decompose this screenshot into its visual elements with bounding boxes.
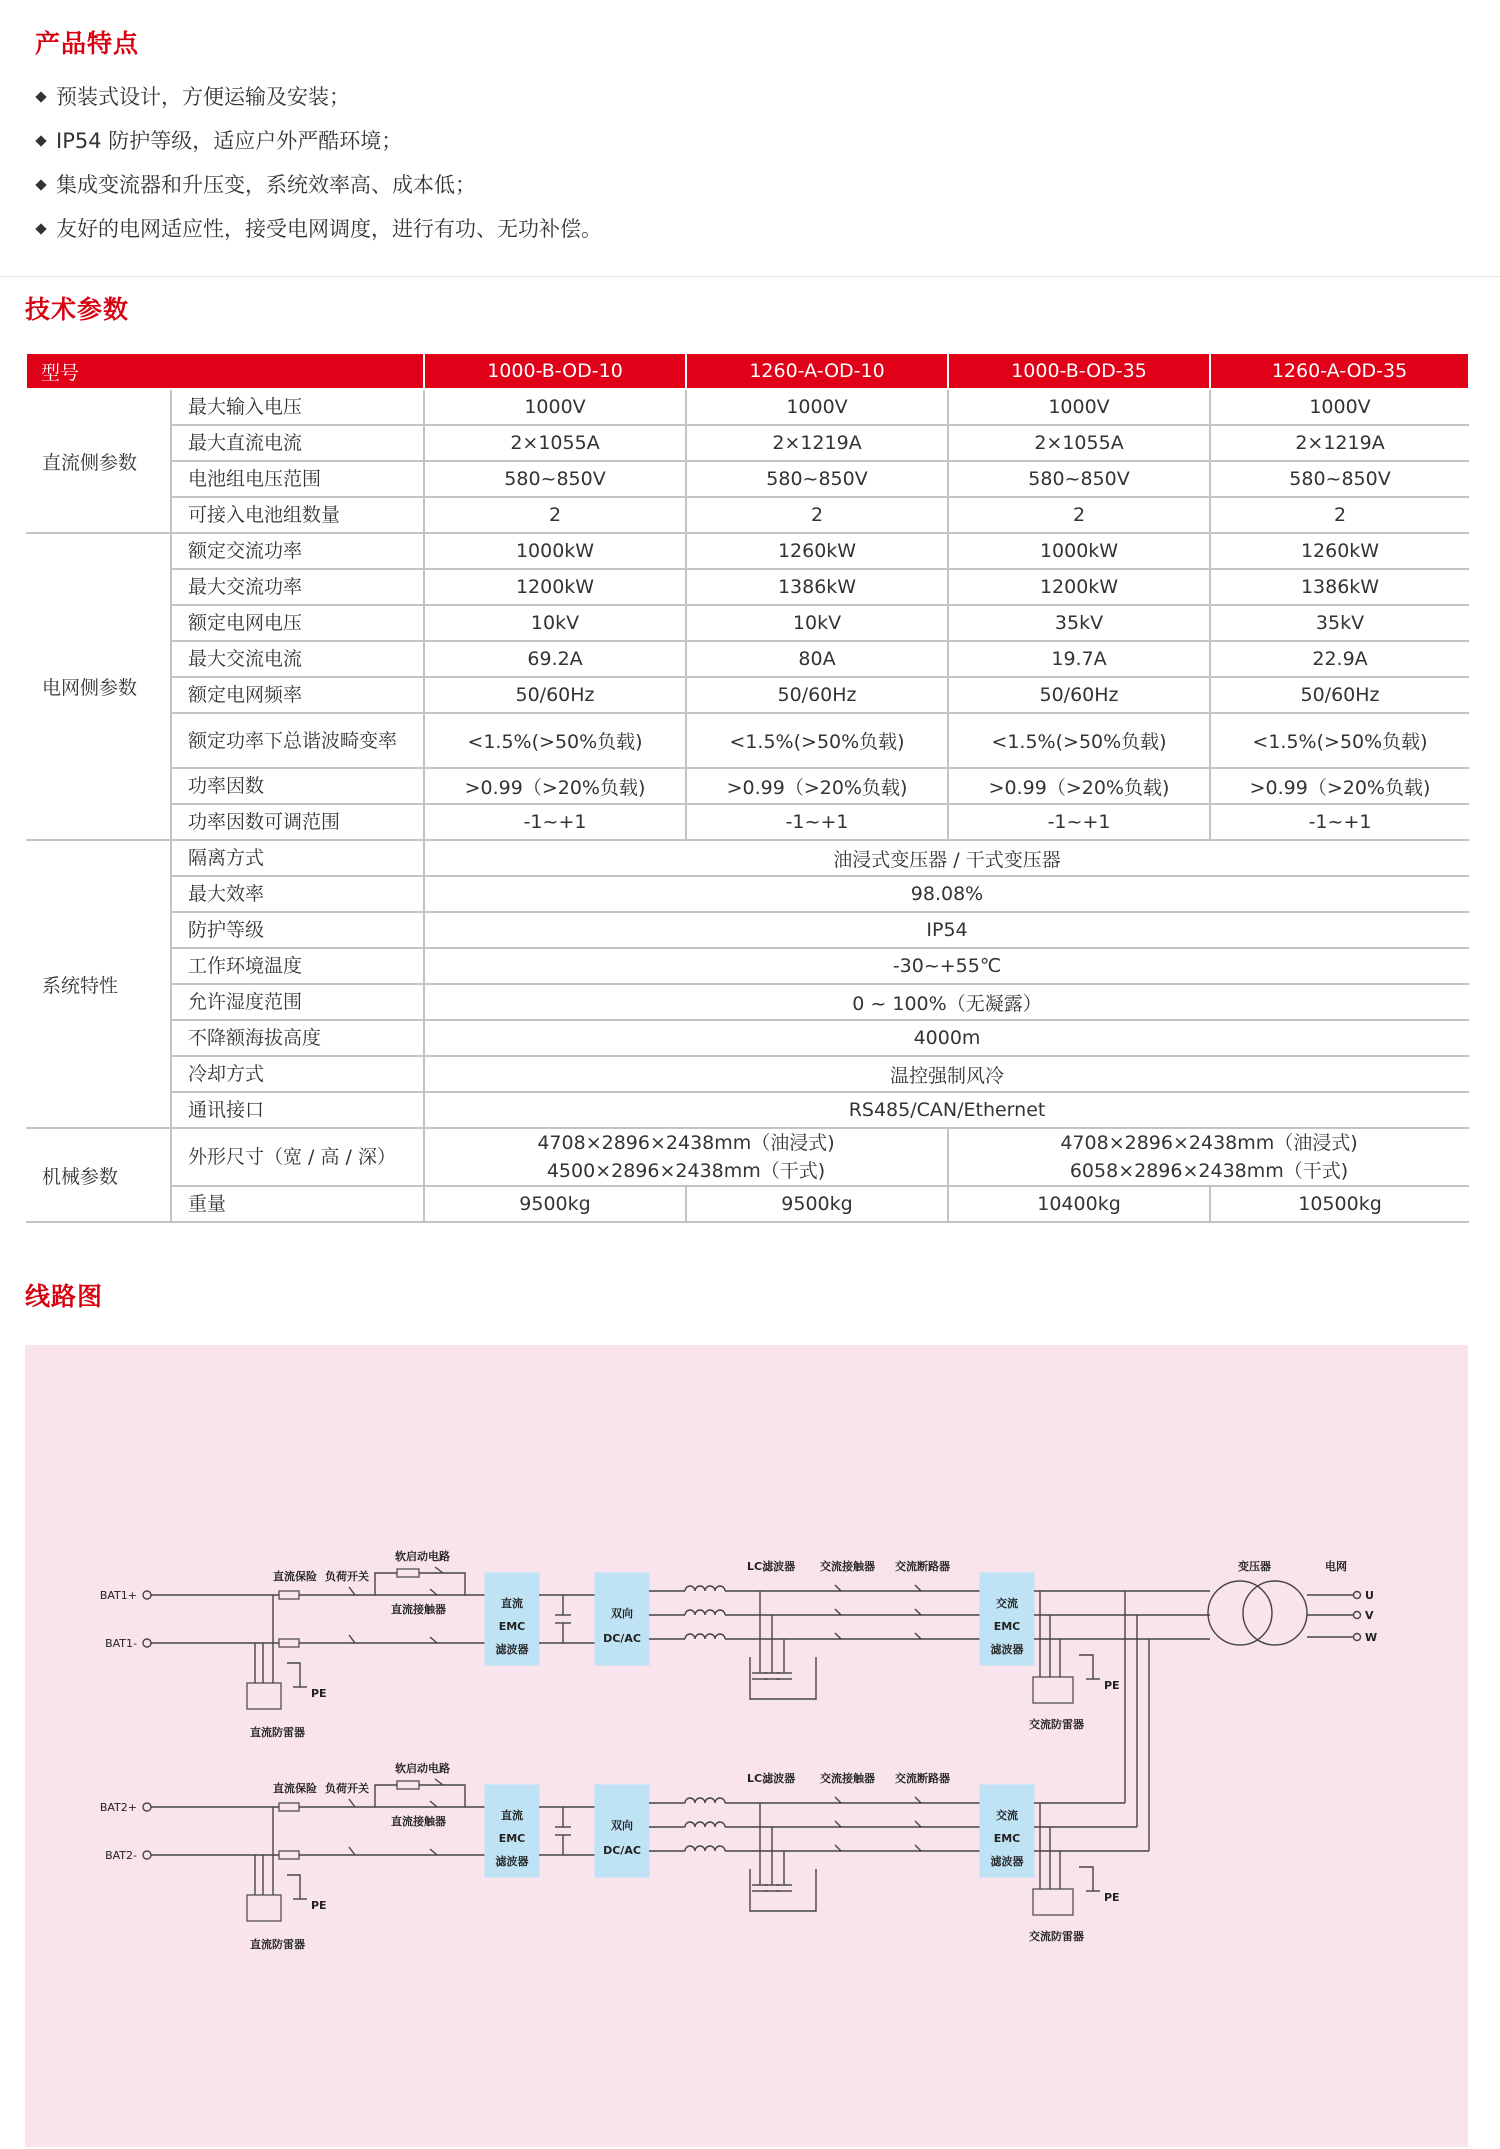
- ac-contactor-icon: [835, 1585, 841, 1591]
- pe-label: PE: [1104, 1891, 1120, 1904]
- table-row: [26, 497, 1469, 533]
- ac-emc-label: 交流: [996, 1597, 1018, 1610]
- feature-item: IP54 防护等级，适应户外严酷环境；: [37, 119, 602, 163]
- param-value: 580~850V: [686, 461, 948, 497]
- table-row: [26, 533, 1469, 569]
- contactor-icon: [430, 1849, 437, 1855]
- load-switch-icon: [349, 1799, 355, 1807]
- battery-positive-label: BAT2+: [99, 1801, 137, 1814]
- param-value: 50/60Hz: [948, 677, 1210, 713]
- table-row: [26, 912, 1469, 948]
- param-value: 0 ~ 100%（无凝露）: [424, 984, 1469, 1020]
- resistor-icon: [397, 1781, 419, 1789]
- param-value: 35kV: [1210, 605, 1469, 641]
- ac-spd-label: 交流防雷器: [1029, 1718, 1084, 1731]
- param-value: -1~+1: [948, 804, 1210, 840]
- param-value: <1.5%(>50%负载): [686, 713, 948, 768]
- feature-item: 预装式设计，方便运输及安装；: [37, 75, 602, 119]
- circuit-diagram: [25, 1345, 1468, 2147]
- param-name: 额定交流功率: [171, 533, 424, 569]
- param-value: 1200kW: [424, 569, 686, 605]
- param-value: 10500kg: [1210, 1186, 1469, 1222]
- phase-v-label: V: [1365, 1609, 1374, 1622]
- size-line: 4500×2896×2438mm（干式): [546, 1160, 826, 1182]
- param-name: 最大直流电流: [171, 425, 424, 461]
- soft-start-label: 软启动电路: [395, 1762, 450, 1775]
- load-switch-icon: [349, 1635, 355, 1643]
- ac-surge-protector-icon: [1033, 1677, 1073, 1703]
- dc-emc-label: 直流: [501, 1597, 523, 1610]
- transformer-label: 变压器: [1238, 1560, 1271, 1573]
- dc-surge-protector-icon: [247, 1895, 281, 1921]
- diamond-bullet-icon: [35, 91, 46, 102]
- model-header: 型号: [26, 353, 424, 389]
- param-value: 温控强制风冷: [424, 1056, 1469, 1092]
- table-row: [26, 677, 1469, 713]
- fuse-icon: [279, 1803, 299, 1811]
- table-row: [26, 948, 1469, 984]
- param-value: 1000kW: [424, 533, 686, 569]
- size-line: 4708×2896×2438mm（油浸式): [1060, 1132, 1358, 1154]
- param-value: 80A: [686, 641, 948, 677]
- param-value: >0.99（>20%负载): [948, 768, 1210, 804]
- features-section: [0, 0, 1500, 277]
- param-value: 2: [948, 497, 1210, 533]
- param-name: 可接入电池组数量: [171, 497, 424, 533]
- param-value: -1~+1: [1210, 804, 1469, 840]
- param-value: 50/60Hz: [686, 677, 948, 713]
- soft-start-wire: [375, 1785, 465, 1807]
- param-value: -30~+55℃: [424, 948, 1469, 984]
- param-value: 1000V: [1210, 389, 1469, 425]
- param-name: 允许湿度范围: [171, 984, 424, 1020]
- load-switch-icon: [349, 1847, 355, 1855]
- lc-inductor-icon: [685, 1822, 725, 1827]
- param-name: 功率因数可调范围: [171, 804, 424, 840]
- param-value: 2×1055A: [424, 425, 686, 461]
- param-value: 580~850V: [948, 461, 1210, 497]
- diamond-bullet-icon: [35, 135, 46, 146]
- ac-breaker-icon: [915, 1845, 921, 1851]
- fuse-icon: [279, 1591, 299, 1599]
- dc-spd-label: 直流防雷器: [250, 1726, 305, 1739]
- param-name: 外形尺寸（宽 / 高 / 深）: [171, 1128, 424, 1186]
- battery-positive-label: BAT1+: [99, 1589, 137, 1602]
- pe-wire: [1079, 1655, 1093, 1679]
- param-value: [424, 1128, 948, 1186]
- param-name: 最大效率: [171, 876, 424, 912]
- param-name: 额定电网电压: [171, 605, 424, 641]
- param-name: 电池组电压范围: [171, 461, 424, 497]
- category-dc: 直流侧参数: [26, 389, 171, 533]
- param-value: 22.9A: [1210, 641, 1469, 677]
- lc-inductor-icon: [685, 1586, 725, 1591]
- ac-contactor-label: 交流接触器: [820, 1560, 875, 1573]
- ac-contactor-icon: [835, 1845, 841, 1851]
- phase-w-label: W: [1365, 1631, 1378, 1644]
- dc-emc-label: EMC: [498, 1832, 526, 1845]
- param-name: 不降额海拔高度: [171, 1020, 424, 1056]
- load-switch-icon: [349, 1587, 355, 1595]
- pe-wire: [287, 1663, 300, 1687]
- size-line: 4708×2896×2438mm（油浸式): [537, 1132, 835, 1154]
- param-value: 9500kg: [686, 1186, 948, 1222]
- param-value: 580~850V: [424, 461, 686, 497]
- table-row: [26, 1020, 1469, 1056]
- ac-emc-label: EMC: [993, 1620, 1021, 1633]
- battery-terminal-icon: [143, 1639, 151, 1647]
- ac-breaker-icon: [915, 1609, 921, 1615]
- param-value: <1.5%(>50%负载): [948, 713, 1210, 768]
- table-row: [26, 389, 1469, 425]
- pe-label: PE: [311, 1687, 327, 1700]
- params-table: [25, 352, 1470, 1223]
- ac-breaker-icon: [915, 1821, 921, 1827]
- fuse-icon: [279, 1639, 299, 1647]
- param-value: 1200kW: [948, 569, 1210, 605]
- dc-emc-label: 直流: [501, 1809, 523, 1822]
- ac-contactor-icon: [835, 1633, 841, 1639]
- param-name: 最大输入电压: [171, 389, 424, 425]
- category-mech: 机械参数: [26, 1128, 171, 1222]
- ac-breaker-icon: [915, 1797, 921, 1803]
- param-value: 98.08%: [424, 876, 1469, 912]
- pe-wire: [1079, 1867, 1093, 1891]
- circuit-diagram-svg: [25, 1345, 1468, 2147]
- grid-terminal-icon: [1354, 1592, 1361, 1599]
- inverter-label: 双向: [611, 1819, 633, 1832]
- battery-negative-label: BAT2-: [105, 1849, 137, 1862]
- param-value: >0.99（>20%负载): [1210, 768, 1469, 804]
- ac-emc-label: EMC: [993, 1832, 1021, 1845]
- param-value: 2×1219A: [1210, 425, 1469, 461]
- param-name: 功率因数: [171, 768, 424, 804]
- param-value: 10400kg: [948, 1186, 1210, 1222]
- param-value: 油浸式变压器 / 干式变压器: [424, 840, 1469, 876]
- dc-contactor-label: 直流接触器: [391, 1603, 446, 1616]
- param-value: 1260kW: [686, 533, 948, 569]
- param-value: 1386kW: [1210, 569, 1469, 605]
- ac-emc-label: 交流: [996, 1809, 1018, 1822]
- param-name: 隔离方式: [171, 840, 424, 876]
- table-row: [26, 1186, 1469, 1222]
- param-value: 2×1055A: [948, 425, 1210, 461]
- contactor-icon: [430, 1589, 437, 1595]
- dc-emc-label: EMC: [498, 1620, 526, 1633]
- grid-terminal-icon: [1354, 1612, 1361, 1619]
- param-value: 4000m: [424, 1020, 1469, 1056]
- param-value: -1~+1: [686, 804, 948, 840]
- param-value: 580~850V: [1210, 461, 1469, 497]
- param-name: 最大交流功率: [171, 569, 424, 605]
- param-value: 10kV: [686, 605, 948, 641]
- battery-terminal-icon: [143, 1591, 151, 1599]
- param-value: 1260kW: [1210, 533, 1469, 569]
- param-value: 2: [686, 497, 948, 533]
- param-value: <1.5%(>50%负载): [424, 713, 686, 768]
- load-switch-label: 负荷开关: [325, 1782, 369, 1795]
- table-row: [26, 840, 1469, 876]
- phase-u-label: U: [1365, 1589, 1374, 1602]
- table-row: [26, 1092, 1469, 1128]
- ac-emc-label: 滤波器: [990, 1643, 1024, 1656]
- lc-inductor-icon: [685, 1610, 725, 1615]
- soft-start-wire: [375, 1573, 465, 1595]
- lc-filter-label: LC滤波器: [747, 1560, 796, 1573]
- param-name: 冷却方式: [171, 1056, 424, 1092]
- table-row: [26, 461, 1469, 497]
- table-row: [26, 804, 1469, 840]
- diamond-bullet-icon: [35, 223, 46, 234]
- param-name: 重量: [171, 1186, 424, 1222]
- category-system: 系统特性: [26, 840, 171, 1128]
- ac-emc-label: 滤波器: [990, 1855, 1024, 1868]
- param-value: 2×1219A: [686, 425, 948, 461]
- table-header-row: [26, 353, 1469, 389]
- table-row: [26, 641, 1469, 677]
- transformer-icon: [1243, 1581, 1307, 1645]
- lc-inductor-icon: [685, 1846, 725, 1851]
- param-value: 2: [1210, 497, 1469, 533]
- feature-item: 集成变流器和升压变，系统效率高、成本低；: [37, 163, 602, 207]
- param-value: <1.5%(>50%负载): [1210, 713, 1469, 768]
- contactor-icon: [430, 1801, 437, 1807]
- contactor-icon: [430, 1637, 437, 1643]
- model-column-header: 1260-A-OD-35: [1210, 353, 1469, 389]
- param-value: 1000kW: [948, 533, 1210, 569]
- table-row: [26, 1056, 1469, 1092]
- table-row: [26, 425, 1469, 461]
- param-value: 19.7A: [948, 641, 1210, 677]
- ac-contactor-icon: [835, 1797, 841, 1803]
- dc-fuse-label: 直流保险: [273, 1782, 317, 1795]
- pe-wire: [287, 1875, 300, 1899]
- param-value: 1000V: [948, 389, 1210, 425]
- param-value: 69.2A: [424, 641, 686, 677]
- ac-breaker-label: 交流断路器: [895, 1560, 950, 1573]
- model-column-header: 1260-A-OD-10: [686, 353, 948, 389]
- battery-terminal-icon: [143, 1851, 151, 1859]
- ac-breaker-icon: [915, 1633, 921, 1639]
- param-value: 1386kW: [686, 569, 948, 605]
- category-grid: 电网侧参数: [26, 533, 171, 840]
- dc-fuse-label: 直流保险: [273, 1570, 317, 1583]
- ac-contactor-icon: [835, 1609, 841, 1615]
- size-line: 6058×2896×2438mm（干式): [1069, 1160, 1349, 1182]
- param-value: 50/60Hz: [1210, 677, 1469, 713]
- param-name: 防护等级: [171, 912, 424, 948]
- param-name: 额定功率下总谐波畸变率: [171, 713, 424, 768]
- grid-terminal-icon: [1354, 1634, 1361, 1641]
- ac-surge-protector-icon: [1033, 1889, 1073, 1915]
- switch-icon: [435, 1779, 443, 1785]
- pe-label: PE: [1104, 1679, 1120, 1692]
- param-value: 50/60Hz: [424, 677, 686, 713]
- feature-item: 友好的电网适应性，接受电网调度，进行有功、无功补偿。: [37, 207, 602, 251]
- param-value: 10kV: [424, 605, 686, 641]
- table-row: [26, 768, 1469, 804]
- load-switch-label: 负荷开关: [325, 1570, 369, 1583]
- transformer-icon: [1208, 1581, 1272, 1645]
- table-row: [26, 1128, 1469, 1186]
- grid-label: 电网: [1325, 1560, 1347, 1573]
- inverter-label: 双向: [611, 1607, 633, 1620]
- ac-spd-label: 交流防雷器: [1029, 1930, 1084, 1943]
- param-value: 35kV: [948, 605, 1210, 641]
- param-value: 1000V: [424, 389, 686, 425]
- fuse-icon: [279, 1851, 299, 1859]
- pe-label: PE: [311, 1899, 327, 1912]
- inverter-label: DC/AC: [603, 1632, 641, 1645]
- switch-icon: [435, 1567, 443, 1573]
- param-value: IP54: [424, 912, 1469, 948]
- dc-emc-label: 滤波器: [495, 1643, 529, 1656]
- dc-contactor-label: 直流接触器: [391, 1815, 446, 1828]
- ac-breaker-icon: [915, 1585, 921, 1591]
- lc-filter-label: LC滤波器: [747, 1772, 796, 1785]
- ac-contactor-icon: [835, 1821, 841, 1827]
- circuit-title: 线路图: [25, 1282, 104, 1311]
- ac-contactor-label: 交流接触器: [820, 1772, 875, 1785]
- features-list: [37, 75, 602, 251]
- diamond-bullet-icon: [35, 179, 46, 190]
- dc-emc-label: 滤波器: [495, 1855, 529, 1868]
- param-value: 9500kg: [424, 1186, 686, 1222]
- param-name: 最大交流电流: [171, 641, 424, 677]
- battery-terminal-icon: [143, 1803, 151, 1811]
- resistor-icon: [397, 1569, 419, 1577]
- table-row: [26, 713, 1469, 768]
- lc-inductor-icon: [685, 1634, 725, 1639]
- param-name: 额定电网频率: [171, 677, 424, 713]
- param-name: 工作环境温度: [171, 948, 424, 984]
- table-row: [26, 876, 1469, 912]
- model-column-header: 1000-B-OD-10: [424, 353, 686, 389]
- battery-negative-label: BAT1-: [105, 1637, 137, 1650]
- param-name: 通讯接口: [171, 1092, 424, 1128]
- inverter-label: DC/AC: [603, 1844, 641, 1857]
- param-value: 2: [424, 497, 686, 533]
- dc-surge-protector-icon: [247, 1683, 281, 1709]
- params-title: 技术参数: [25, 295, 130, 324]
- table-row: [26, 605, 1469, 641]
- dc-spd-label: 直流防雷器: [250, 1938, 305, 1951]
- param-value: [948, 1128, 1469, 1186]
- param-value: 1000V: [686, 389, 948, 425]
- table-row: [26, 984, 1469, 1020]
- param-value: >0.99（>20%负载): [424, 768, 686, 804]
- model-column-header: 1000-B-OD-35: [948, 353, 1210, 389]
- soft-start-label: 软启动电路: [395, 1550, 450, 1563]
- ac-breaker-label: 交流断路器: [895, 1772, 950, 1785]
- param-value: >0.99（>20%负载): [686, 768, 948, 804]
- lc-inductor-icon: [685, 1798, 725, 1803]
- param-value: RS485/CAN/Ethernet: [424, 1092, 1469, 1128]
- table-row: [26, 569, 1469, 605]
- param-value: -1~+1: [424, 804, 686, 840]
- features-title: 产品特点: [35, 29, 140, 58]
